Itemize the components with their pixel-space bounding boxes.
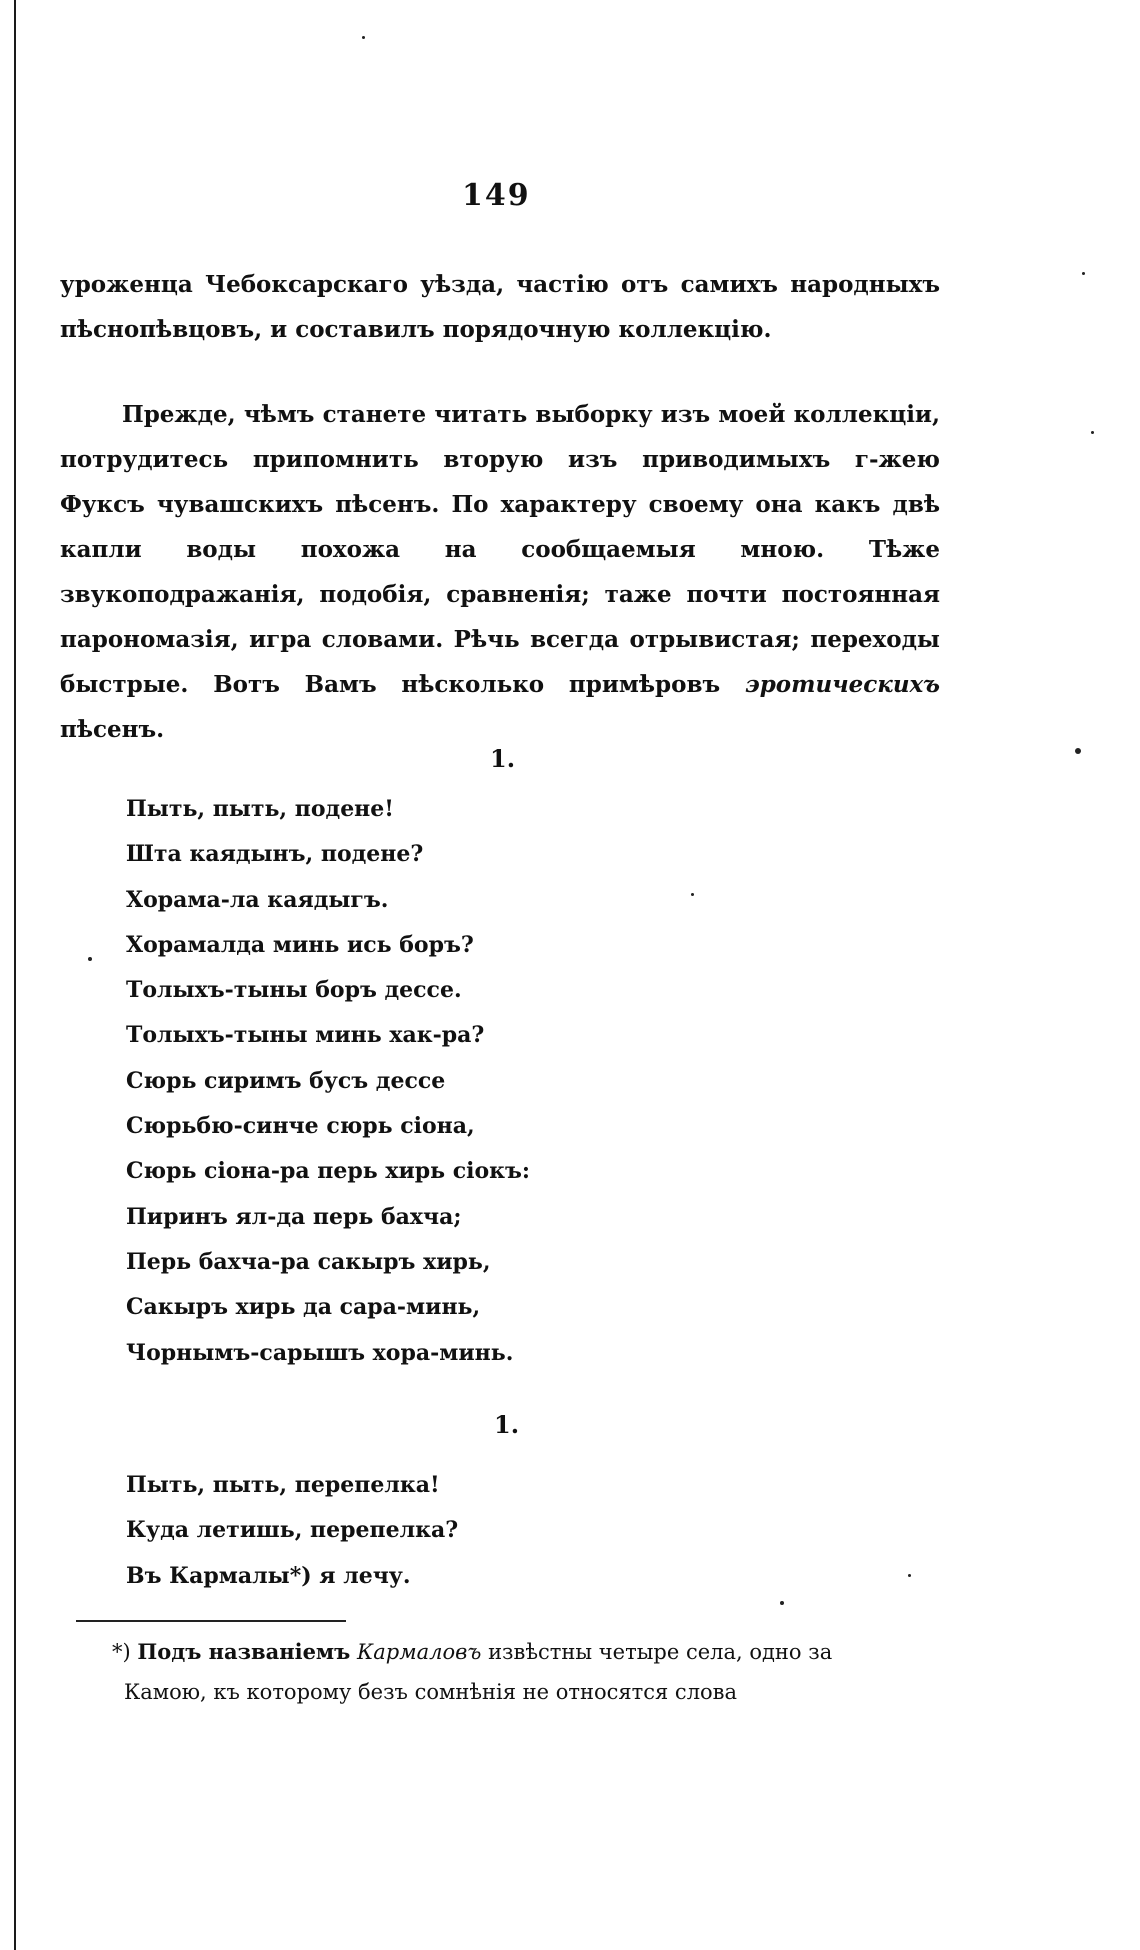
verse-line: Куда летишь, перепелка? bbox=[126, 1517, 459, 1544]
russian-translation-verse bbox=[126, 1463, 458, 1599]
paragraph-introduction bbox=[60, 392, 940, 752]
chuvash-song-verse bbox=[126, 787, 530, 1376]
verse-line: Сакыръ хирь да сара-минь, bbox=[126, 1294, 481, 1321]
translation-number: 1. bbox=[494, 1410, 520, 1439]
verse-line: Въ Кармалы*) я лечу. bbox=[126, 1562, 411, 1589]
footnote-line-2: Камою, къ которому безъ сомнѣнія не относятся слова bbox=[124, 1680, 738, 1704]
scan-speck bbox=[1082, 272, 1085, 275]
verse-line: Пиринъ ял-да перь бахча; bbox=[126, 1203, 462, 1230]
verse-line: Пыть, пыть, подене! bbox=[126, 796, 394, 822]
verse-line: Шта каядынъ, подене? bbox=[126, 841, 424, 868]
scan-speck bbox=[691, 893, 694, 896]
verse-line: Хорама-ла каядыгъ. bbox=[126, 886, 389, 913]
footnote-line-1 bbox=[112, 1632, 958, 1672]
scan-speck bbox=[908, 1574, 911, 1577]
paragraph-introduction-end: пѣсенъ. bbox=[60, 716, 165, 743]
paragraph-continuation: уроженца Чебоксарскаго уѣзда, частію отъ самихъ народныхъ пѣснопѣвцовъ, и составилъ порядочную коллекцію. bbox=[60, 271, 940, 343]
verse-line: Сюрьбю-синче сюрь сіона, bbox=[126, 1113, 475, 1140]
binding-edge bbox=[14, 0, 16, 1950]
song-number: 1. bbox=[490, 744, 516, 773]
verse-line: Сюрь сіона-ра перь хирь сіокъ: bbox=[126, 1158, 531, 1185]
footnote-line-1-rest: извѣстны четыре села, одно за bbox=[488, 1640, 833, 1664]
scan-speck bbox=[362, 36, 365, 39]
scan-speck bbox=[1091, 431, 1094, 434]
verse-line: Перь бахча-ра сакыръ хирь, bbox=[126, 1248, 491, 1275]
verse-line: Сюрь сиримъ бусъ дессе bbox=[126, 1067, 446, 1094]
verse-line: Пыть, пыть, перепелка! bbox=[126, 1472, 440, 1498]
scan-speck bbox=[88, 957, 92, 961]
footnote bbox=[112, 1632, 958, 1712]
paragraph-italic-word: эротическихъ bbox=[744, 671, 940, 698]
verse-line: Хорамалда минь ись боръ? bbox=[126, 931, 474, 958]
footnote-prefix: Подъ названіемъ bbox=[137, 1639, 351, 1664]
page-number: 149 bbox=[462, 178, 531, 213]
footnote-italic-term: Кармаловъ bbox=[356, 1640, 482, 1664]
verse-line: Толыхъ-тыны минь хак-ра? bbox=[126, 1022, 485, 1049]
footnote-marker: *) bbox=[112, 1640, 131, 1664]
verse-line: Толыхъ-тыны боръ дессе. bbox=[126, 977, 462, 1004]
footnote-divider bbox=[76, 1620, 346, 1622]
scan-speck bbox=[780, 1601, 784, 1605]
scan-speck bbox=[1075, 748, 1081, 754]
verse-line: Чорнымъ-сарышъ хора-минь. bbox=[126, 1339, 514, 1366]
paragraph-introduction-text: Прежде, чѣмъ станете читать выборку изъ моей коллекціи, потрудитесь припомнить вторую изъ приводимыхъ г-жею Фуксъ чувашскихъ пѣсенъ. По характеру своему она какъ двѣ капли воды похожа на сообщаемыя мною. Тѣже звукоподражанія, подобія, сравненія; таже почти постоянная парономазія, игра словами. Рѣчь всегда отрывистая; переходы быстрые. Вотъ Вамъ нѣсколько примѣровъ bbox=[60, 401, 940, 698]
